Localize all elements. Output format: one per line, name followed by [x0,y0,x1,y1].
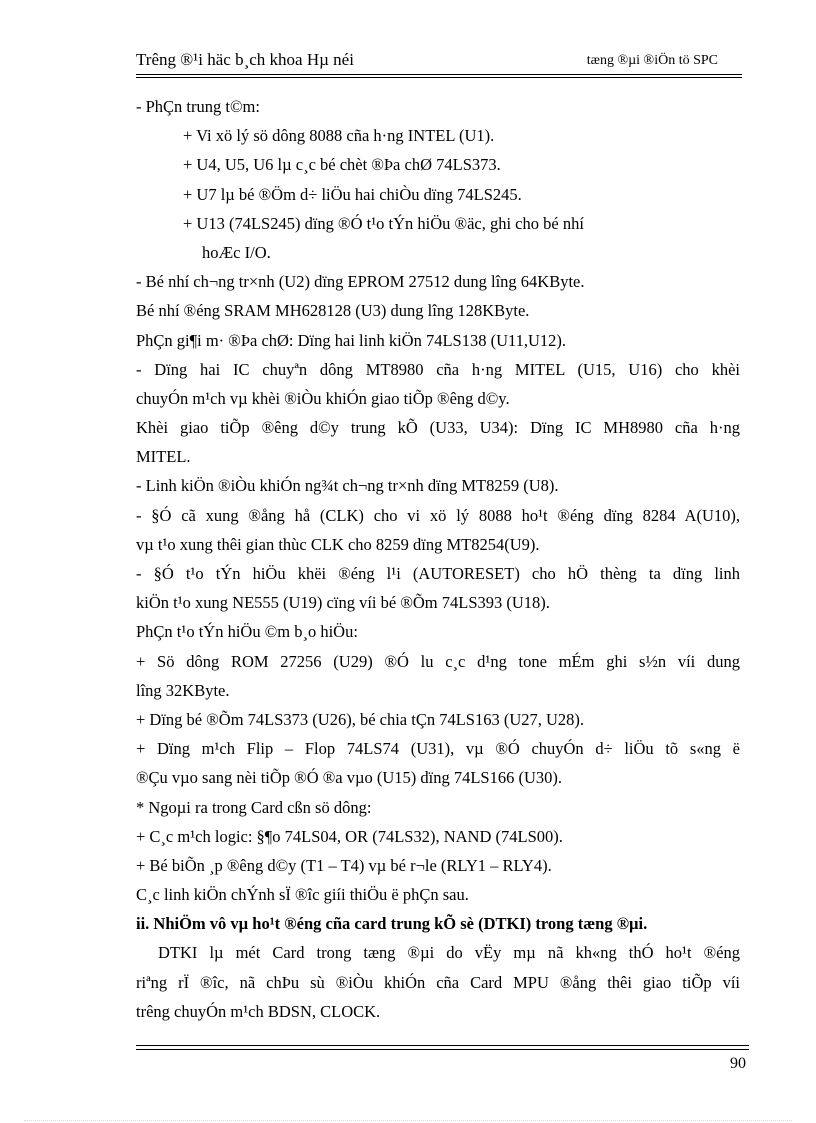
body-line: - Linh kiÖn ®iÒu khiÓn ng¾t ch¬ng tr×nh dïng MT8259 (U8). [136,476,559,496]
body-line: lîng 32KByte. [136,680,230,700]
body-line: + Dïng m¹ch Flip – Flop 74LS74 (U31), vµ ®Ó chuyÓn d÷ liÖu tõ s«ng ë [136,739,740,759]
footer-rule-bottom [136,1049,749,1050]
body-line: chuyÓn m¹ch vµ khèi ®iÒu khiÓn giao tiÕp ®êng d©y. [136,388,510,408]
body-line: riªng rÏ ®îc, nã chÞu sù ®iÒu khiÓn cña Card MPU ®ång thêi giao tiÕp víi [136,972,740,992]
body-line: + U13 (74LS245) dïng ®Ó t¹o tÝn hiÖu ®äc, ghi cho bé nhí [183,213,584,233]
body-line: ®Çu vµo sang nèi tiÕp ®Ó ®a vµo (U15) dïng 74LS166 (U30). [136,768,563,788]
section-heading: ii. NhiÖm vô vµ ho¹t ®éng cña card trung kÕ sè (DTKI) trong tæng ®µi. [136,914,648,934]
body-line: + C¸c m¹ch logic: §¶o 74LS04, OR (74LS32), NAND (74LS00). [136,826,563,846]
body-line: C¸c linh kiÖn chÝnh sÏ ®îc giíi thiÖu ë phÇn sau. [136,885,469,905]
body-line: hoÆc I/O. [202,242,271,262]
body-line: - PhÇn trung t©m: [136,97,260,116]
body-line: PhÇn t¹o tÝn hiÖu ©m b¸o hiÖu: [136,622,358,642]
body-line: trêng chuyÓn m¹ch BDSN, CLOCK. [136,1001,381,1021]
header-left-title: Trêng ®¹i häc b¸ch khoa Hµ néi [136,50,354,69]
body-line: + Sö dông ROM 27256 (U29) ®Ó lu c¸c d¹ng tone mÉm ghi s½n víi dung [136,651,740,671]
body-line: + U4, U5, U6 lµ c¸c bé chèt ®Þa chØ 74LS373. [183,155,501,175]
document-body [136,92,740,1026]
body-line: - Dïng hai IC chuyªn dông MT8980 cña h·ng MITEL (U15, U16) cho khèi [136,359,740,379]
page-number: 90 [730,1055,746,1072]
page-header [136,50,742,76]
body-line: * Ngoµi ra trong Card cßn sö dông: [136,797,372,817]
page-bottom-dotted-border [24,1120,792,1121]
body-line: + Bé biÕn ¸p ®êng d©y (T1 – T4) vµ bé r¬le (RLY1 – RLY4). [136,855,552,875]
body-line: Bé nhí ®éng SRAM MH628128 (U3) dung lîng 128KByte. [136,301,530,321]
body-line: + Dïng bé ®Õm 74LS373 (U26), bé chia tÇn 74LS163 (U27, U28). [136,709,585,729]
body-line: vµ t¹o xung thêi gian thùc CLK cho 8259 dïng MT8254(U9). [136,534,540,554]
body-line: DTKI lµ mét Card trong tæng ®µi do vËy mµ nã kh«ng thÓ ho¹t ®éng [158,943,740,963]
header-rule-bottom [136,77,742,78]
body-line: + Vi xö lý sö dông 8088 cña h·ng INTEL (U1). [183,126,495,146]
body-line: - §Ó t¹o tÝn hiÖu khëi ®éng l¹i (AUTORESET) cho hÖ thèng ta dïng linh [136,564,740,583]
body-line: Khèi giao tiÕp ®êng d©y trung kÕ (U33, U34): Dïng IC MH8980 cña h·ng [136,418,740,438]
body-line: kiÖn t¹o xung NE555 (U19) cïng víi bé ®Õm 74LS393 (U18). [136,593,550,613]
body-line: MITEL. [136,447,191,467]
header-rule-top [136,74,742,75]
body-line: PhÇn gi¶i m· ®Þa chØ: Dïng hai linh kiÖn 74LS138 (U11,U12). [136,330,567,350]
body-line: - §Ó cã xung ®ång hå (CLK) cho vi xö lý 8088 ho¹t ®éng dïng 8284 A(U10), [136,505,740,525]
body-line: + U7 lµ bé ®Öm d÷ liÖu hai chiÒu dïng 74LS245. [183,184,522,204]
footer-rule-top [136,1045,749,1046]
header-right-title: tæng ®µi ®iÖn tö SPC [586,53,718,68]
body-line: - Bé nhí ch¬ng tr×nh (U2) dïng EPROM 27512 dung lîng 64KByte. [136,272,585,292]
